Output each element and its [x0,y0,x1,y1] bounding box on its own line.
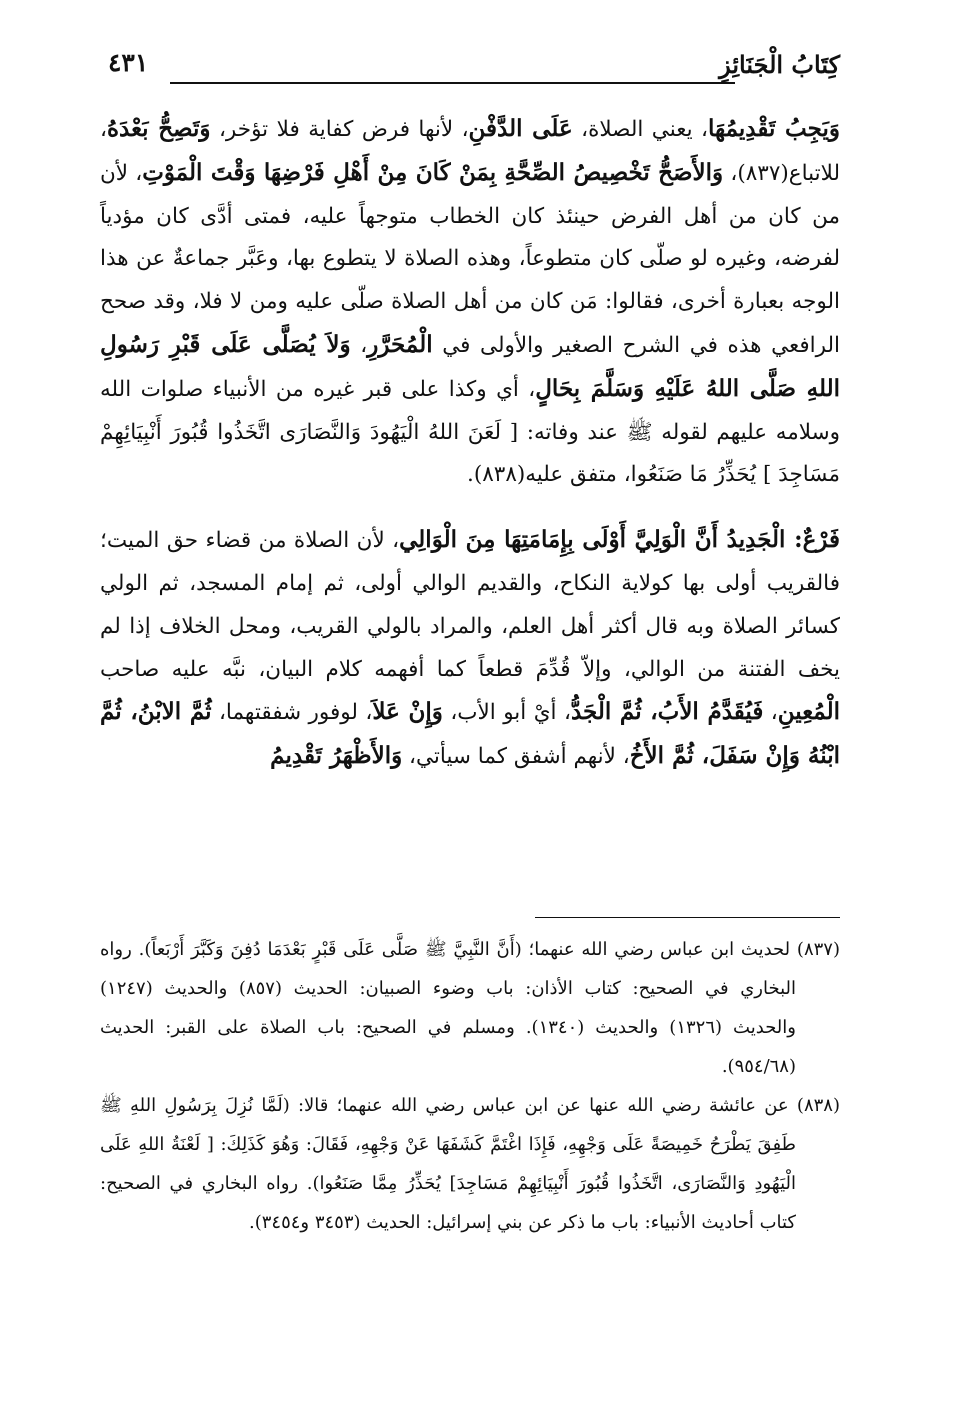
footnote-number: (٨٣٧) [796,939,840,960]
sharh-text: ، لأن من كان من أهل الفرض حينئذ كان الخطاب متوجهاً عليه، فمتى أدَّى كان مؤدياً لفرضه، وغيره لو صلّى كان متطوعاً، وهذه الصلاة لا يتطوع بها، وعَبَّر جماعةٌ عن هذا الوجه بعبارة أخرى، فقالوا: مَن كان من أهل الصلاة صلّى عليه ومن لا فلا، وقد صحح الرافعي هذه في الشرح الصغير والأولى في [100,160,840,358]
main-text [100,108,840,779]
sharh-text: ، للاتباع [100,117,841,186]
page-number: ٤٣١ [108,48,149,77]
footnote-number: (٨٣٨) [796,1095,840,1116]
book-title: الْمُعِينِ [777,698,840,726]
matn-text: وَلاَ يُصَلَّى عَلَى قَبْرِ رَسُولِ اللهِ صَلَّى اللهُ عَلَيْهِ وَسَلَّمَ بِحَالٍ [100,330,840,402]
matn-text: فَيُقَدَّمُ الأَبُ، ثُمَّ الْجَدُّ [570,698,764,726]
sharh-text: ، لأن الصلاة من قضاء حق الميت؛ فالقريب أولى بها كولاية النكاح، والقديم الوالي أولى، ثم إمام المسجد، ثم الولي كسائر الصلاة وبه قال أكثر أهل العلم، والمراد بالولي القريب، ومحل الخلاف إذا لم يخف الفتنة من الوالي، وإلاّ قُدِّمَ قطعاً كما أفهمه كلام البيان، نبَّه عليه صاحب [100,528,840,682]
footnote-text: لحديث ابن عباس رضي الله عنهما؛ (أَنَّ النَّبِيَّ ﷺ صَلَّى عَلَى قَبْرٍ بَعْدَمَا دُفِنَ وَكَبَّرَ أَرْبَعاً). رواه البخاري في الصحيح: كتاب الأذان: باب وضوء الصبيان: الحديث (٨٥٧) والحديث (١٢٤٧) والحديث (١٣٢٦) والحديث (١٣٤٠). ومسلم في الصحيح: باب الصلاة على القبر: الحديث (٩٥٤/٦٨). [100,939,797,1077]
matn-text: وَيَجِبُ تَقْدِيمُهَا [707,115,840,142]
footnote-text: عن عائشة رضي الله عنها عن ابن عباس رضي الله عنهما؛ قالا: (لَمَّا نُزِلَ بِرَسُولِ اللهِ ﷺ طَفِقَ يَطْرَحُ خَمِيصَةً عَلَى وَجْهِهِ، فَإِذَا اغْتَمَّ كَشَفَهَا عَنْ وَجْهِهِ، فَقَالَ: وَهُوَ كَذَلِكَ: [ لَعْنَةُ اللهِ عَلَى الْيَهُودِ وَالنَّصَارَى، اتَّخَذُوا قُبُورَ أَنْبِيَائِهِمْ مَسَاجِدَ] يُحَذِّرُ مِمَّا صَنَعُوا). رواه البخاري في الصحيح: كتاب أحاديث الأنبياء: باب ما ذكر عن بني إسرائيل: الحديث (٣٤٥٣ و٣٤٥٤). [100,1095,797,1233]
footnote-ref-838: (٨٣٨) [473,462,526,488]
sharh-text: ، [350,332,368,358]
header-rule [170,82,735,84]
matn-text: وَإِنْ عَلاَ [372,698,443,726]
footnote-separator [535,917,840,918]
sharh-text: ، [723,160,738,186]
footnote-837 [100,930,840,1086]
matn-text: وَالأَصَحُّ تَخْصِيصُ الصِّحَّةِ بِمَنْ كَانَ مِنْ أَهْلِ فَرْضِهَا وَقْتَ الْمَوْتِ [142,158,724,186]
sharh-text: ، يعني الصلاة، [572,117,708,142]
matn-text: فَرْعٌ: الْجَدِيدُ أَنَّ الْوَلِيَّ أَوْلَى بِإِمَامَتِهَا مِنَ الْوَالِي [399,526,840,554]
sharh-text: . [466,462,474,488]
matn-text: وَالأَظْهَرُ تَقْدِيمُ [270,742,403,770]
book-page [100,30,840,1390]
sharh-text: ، [763,700,778,726]
matn-text: ثُمَّ الابْنُ، ثُمَّ ابْنُهُ وَإِنْ سَفَلَ، ثُمَّ الأَخُ [100,698,840,770]
running-header [100,48,840,88]
footnote-ref-837: (٨٣٧) [737,160,789,186]
sharh-text: ، أي وكذا على قبر غيره من الأنبياء صلوات الله وسلامه عليهم لقوله ﷺ عند وفاته: [ لَعَنَ اللهُ الْيَهُودَ وَالنَّصَارَى اتَّخَذُوا قُبُورَ أَنْبِيَائِهِمْ مَسَاجِدَ ] يُحَذِّرُ مَا صَنَعُوا، متفق عليه [100,376,840,488]
paragraph-1 [100,108,840,497]
sharh-text: ، لوفور شفقتهما، [211,700,373,726]
matn-text: وَتَصِحُّ بَعْدَهُ [106,115,211,142]
sharh-text: ، أيْ أبو الأب، [442,700,571,726]
paragraph-2 [100,519,840,779]
sharh-text: ، لأنها فرض كفاية فلا تؤخر، [210,117,469,142]
footnotes [100,930,840,1242]
sharh-text: ، لأنهم أشفق كما سيأتي، [402,744,630,770]
book-title: الْمُحَرَّرِ [367,330,433,358]
footnote-838 [100,1086,840,1242]
chapter-title: كِتَابُ الْجَنَائِزِ [719,50,840,79]
matn-text: عَلَى الدَّفْنِ [468,115,573,142]
